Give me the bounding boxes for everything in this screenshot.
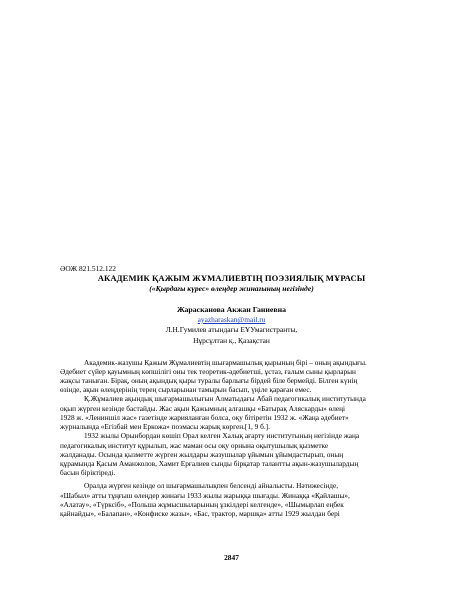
body-line: 1932 жылы Орынбордан көшіп Орал келген Халық ағарту институтының негізінде жаңа <box>84 431 360 440</box>
author-affiliation: Л.Н.Гумилев атындағы ЕҰУмагистранты, <box>165 325 298 334</box>
body-line: 1928 ж. «Лениншіл жас» газетінде жарияланған болса, оқу бітіретін 1932 ж. «Жаңа әдебиет» <box>60 413 349 422</box>
body-line: «Шабыл» атты тұңғыш өлеңдер жинағы 1933 жылы жарыққа шығады. Жинаққа «Қайлашы», <box>60 491 350 500</box>
body-line: Оралда жүрген кезінде ол шығармашылықпен белсенді айналысты. Нәтижесінде, <box>84 481 339 490</box>
body-line: өзінде, ақын өлеңдерінің терең сырларынан тамырын басып, үңіле қараған емес. <box>60 385 312 394</box>
author-email-link[interactable]: ayazharaskan@mail.ru <box>197 315 266 324</box>
body-line: журналында «Егізбай мен Еркожа» поэмасы жарық көрген.[1, 9 б.]. <box>60 422 270 431</box>
body-line: басын біріктіреді. <box>60 468 116 477</box>
article-title: АКАДЕМИК ҚАЖЫМ ЖҰМАЛИЕВТІҢ ПОЭЗИЯЛЫҚ МҰРАСЫ <box>97 273 366 283</box>
author-city: Нұрсұлтан қ., Қазақстан <box>193 336 270 345</box>
body-line: оқып жүрген кезінде бастайды. Жас ақын Қажымның алғашқы «Батырақ Аляскарды» өлеңі <box>60 404 346 413</box>
body-line: «Алатау», «Түрксіб», «Польша жұмысшыларының ұзкілдері келгенде», «Шымырлап еңбек <box>60 500 344 509</box>
body-line: Академик-жазушы Қажым Жұмалиевтің шығармашылық қырының бірі – оның ақындығы. <box>84 358 367 367</box>
page-number: 2847 <box>224 553 239 562</box>
body-line: Әдебиет сүйер қауымның көпшілігі оны тек теоретик-әдебиетші, ұстаз, ғалым сыны қырларын <box>60 367 356 376</box>
body-line: педагогикалық институт құрылып, жас маман осы оқу орнына оқытушылық қызметке <box>60 441 329 450</box>
body-line: жақсы таныған. Бірақ, оның ақындық қыры туралы барлығы бірдей біле бермейді. Білген күнің <box>60 376 358 385</box>
author-name: Жарасканова Акжан Ганиевна <box>177 305 286 314</box>
body-line: құрамында Қасым Аманжолов, Хамит Ерғалиев сынды бірқатар талантты ақын-жазушылардың <box>60 459 359 468</box>
body-line: жалданады. Осында қызметте жүрген жылдары жазушылар ұйымын ұйымдастырып, оның <box>60 450 344 459</box>
udk-code: ӘОЖ 821.512.122 <box>60 264 116 273</box>
article-subtitle: («Қырдағы күрес» өлеңдер жинағының негізінде) <box>149 284 314 293</box>
body-line: Қ.Жұмалиев ақындық шығармашылығын Алматыдағы Абай педагогикалық институтында <box>84 394 366 403</box>
body-line: қайнайды», «Балапан», «Конфискe жазы», «Бас, трактор, маршқа» атты 1929 жылдан бері <box>60 509 340 518</box>
